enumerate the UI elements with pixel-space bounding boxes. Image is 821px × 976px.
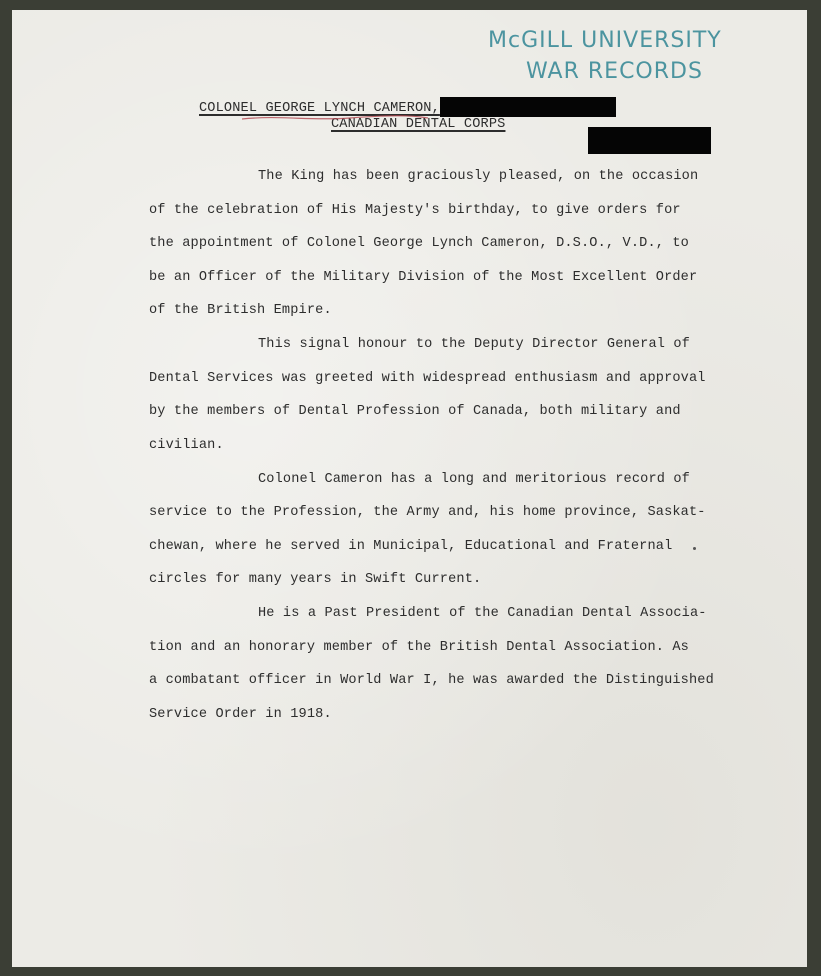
heading-name: COLONEL GEORGE LYNCH CAMERON, — [199, 101, 440, 116]
heading-unit: CANADIAN DENTAL CORPS — [331, 117, 506, 132]
archive-stamp-line-1: McGILL UNIVERSITY — [488, 28, 722, 53]
body-line: of the celebration of His Majesty's birthday, to give orders for — [149, 203, 681, 218]
body-line: The King has been graciously pleased, on the occasion — [258, 169, 699, 184]
body-line: a combatant officer in World War I, he was awarded the Distinguished — [149, 673, 714, 688]
body-line: Colonel Cameron has a long and meritorious record of — [258, 472, 690, 487]
redaction-bar-1 — [440, 97, 616, 117]
body-line: of the British Empire. — [149, 303, 332, 318]
redaction-bar-2 — [588, 127, 711, 154]
body-line: Service Order in 1918. — [149, 707, 332, 722]
body-line: chewan, where he served in Municipal, Educational and Fraternal — [149, 539, 673, 554]
body-line: service to the Profession, the Army and, his home province, Saskat- — [149, 505, 706, 520]
stray-mark — [693, 547, 696, 550]
body-line: tion and an honorary member of the British Dental Association. As — [149, 640, 689, 655]
body-line: by the members of Dental Profession of Canada, both military and — [149, 404, 681, 419]
body-line: be an Officer of the Military Division of the Most Excellent Order — [149, 270, 698, 285]
body-line: Dental Services was greeted with widespread enthusiasm and approval — [149, 371, 706, 386]
body-line: He is a Past President of the Canadian Dental Associa- — [258, 606, 707, 621]
archive-stamp-line-2: WAR RECORDS — [526, 59, 703, 84]
body-line: civilian. — [149, 438, 224, 453]
body-line: circles for many years in Swift Current. — [149, 572, 482, 587]
body-line: the appointment of Colonel George Lynch Cameron, D.S.O., V.D., to — [149, 236, 689, 251]
body-line: This signal honour to the Deputy Director General of — [258, 337, 690, 352]
red-pen-underline — [240, 112, 430, 122]
